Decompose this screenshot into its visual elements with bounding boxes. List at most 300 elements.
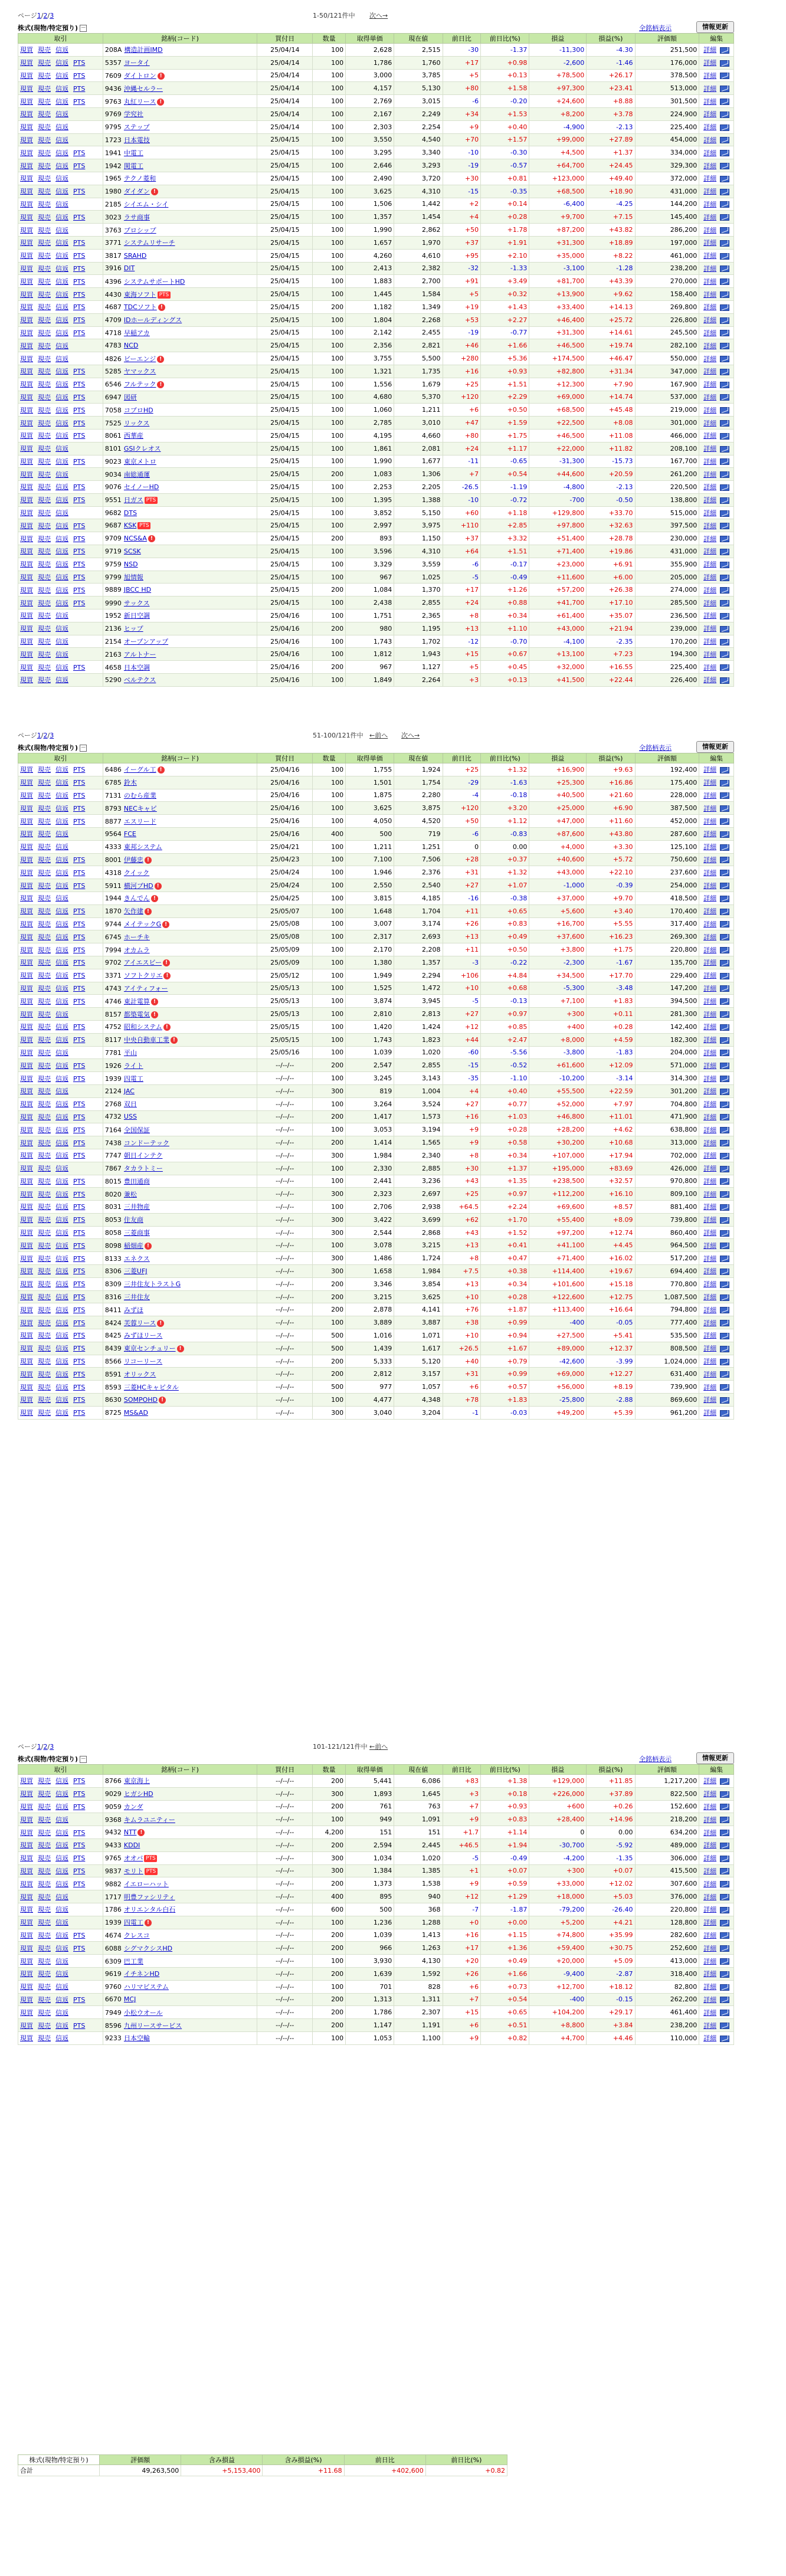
mail-alert-icon[interactable] xyxy=(720,1282,729,1288)
credit-link[interactable]: 信返 xyxy=(55,1023,68,1031)
mail-alert-icon[interactable] xyxy=(720,99,729,105)
detail-link[interactable]: 詳細 xyxy=(703,1319,717,1327)
pts-link[interactable]: PTS xyxy=(73,586,86,594)
mail-alert-icon[interactable] xyxy=(720,1997,729,2003)
stock-name-link[interactable]: オリックス xyxy=(123,1370,156,1378)
mail-alert-icon[interactable] xyxy=(720,510,729,517)
buy-link[interactable]: 現買 xyxy=(20,393,33,401)
sell-link[interactable]: 現売 xyxy=(38,894,51,903)
buy-link[interactable]: 現買 xyxy=(20,946,33,954)
update-button[interactable]: 情報更新 xyxy=(696,1752,734,1764)
detail-link[interactable]: 詳細 xyxy=(703,804,717,812)
detail-link[interactable]: 詳細 xyxy=(703,1139,717,1147)
mail-alert-icon[interactable] xyxy=(720,253,729,260)
credit-link[interactable]: 信返 xyxy=(55,213,68,221)
detail-link[interactable]: 詳細 xyxy=(703,561,717,569)
detail-link[interactable]: 詳細 xyxy=(703,791,717,799)
sell-link[interactable]: 現売 xyxy=(38,1332,51,1340)
pts-link[interactable]: PTS xyxy=(73,329,86,337)
buy-link[interactable]: 現買 xyxy=(20,1165,33,1173)
credit-link[interactable]: 信返 xyxy=(55,483,68,491)
pts-link[interactable]: PTS xyxy=(73,573,86,582)
sell-link[interactable]: 現売 xyxy=(38,804,51,812)
stock-name-link[interactable]: 構造計画IMD xyxy=(124,46,163,54)
sell-link[interactable]: 現売 xyxy=(38,561,51,569)
stock-name-link[interactable]: クイック xyxy=(123,869,150,877)
buy-link[interactable]: 現買 xyxy=(20,342,33,350)
pts-link[interactable]: PTS xyxy=(73,239,86,247)
mail-alert-icon[interactable] xyxy=(720,47,729,54)
credit-link[interactable]: 信返 xyxy=(55,1995,68,2004)
pts-link[interactable]: PTS xyxy=(73,1995,86,2004)
credit-link[interactable]: 信返 xyxy=(55,1280,68,1289)
buy-link[interactable]: 現買 xyxy=(20,843,33,851)
mail-alert-icon[interactable] xyxy=(720,330,729,336)
sell-link[interactable]: 現売 xyxy=(38,226,51,234)
mail-alert-icon[interactable] xyxy=(720,921,729,928)
buy-link[interactable]: 現買 xyxy=(20,97,33,106)
stock-name-link[interactable]: エネクス xyxy=(123,1254,150,1263)
sell-link[interactable]: 現売 xyxy=(38,907,51,916)
stock-name-link[interactable]: ソフトクリエ xyxy=(123,972,163,980)
mail-alert-icon[interactable] xyxy=(720,1778,729,1785)
collapse-toggle[interactable]: － xyxy=(80,25,86,31)
credit-link[interactable]: 信返 xyxy=(55,1957,68,1965)
credit-link[interactable]: 信返 xyxy=(55,59,68,67)
sell-link[interactable]: 現売 xyxy=(38,638,51,646)
detail-link[interactable]: 詳細 xyxy=(703,1345,717,1353)
mail-alert-icon[interactable] xyxy=(720,600,729,607)
stock-name-link[interactable]: SOMPOHD xyxy=(123,1395,158,1404)
sell-link[interactable]: 現売 xyxy=(38,535,51,543)
buy-link[interactable]: 現買 xyxy=(20,1229,33,1237)
detail-link[interactable]: 詳細 xyxy=(703,984,717,992)
credit-link[interactable]: 信返 xyxy=(55,1854,68,1863)
mail-alert-icon[interactable] xyxy=(720,1217,729,1224)
mail-alert-icon[interactable] xyxy=(720,1817,729,1823)
credit-link[interactable]: 信返 xyxy=(55,1190,68,1198)
mail-alert-icon[interactable] xyxy=(720,1114,729,1120)
stock-name-link[interactable]: タカラトミー xyxy=(123,1165,163,1173)
credit-link[interactable]: 信返 xyxy=(55,1100,68,1109)
mail-alert-icon[interactable] xyxy=(720,883,729,889)
stock-name-link[interactable]: GSIクレオス xyxy=(123,445,161,453)
detail-link[interactable]: 詳細 xyxy=(703,175,717,183)
buy-link[interactable]: 現買 xyxy=(20,290,33,299)
sell-link[interactable]: 現売 xyxy=(38,290,51,299)
pts-link[interactable]: PTS xyxy=(73,1383,86,1391)
credit-link[interactable]: 信返 xyxy=(55,252,68,260)
mail-alert-icon[interactable] xyxy=(720,369,729,375)
sell-link[interactable]: 現売 xyxy=(38,1345,51,1353)
sell-link[interactable]: 現売 xyxy=(38,881,51,890)
detail-link[interactable]: 詳細 xyxy=(703,1074,717,1083)
detail-link[interactable]: 詳細 xyxy=(703,2008,717,2017)
detail-link[interactable]: 詳細 xyxy=(703,638,717,646)
stock-name-link[interactable]: 三井住友トラストG xyxy=(123,1280,181,1289)
mail-alert-icon[interactable] xyxy=(720,266,729,272)
buy-link[interactable]: 現買 xyxy=(20,1893,33,1901)
buy-link[interactable]: 現買 xyxy=(20,175,33,183)
stock-name-link[interactable]: コプロHD xyxy=(123,406,153,414)
sell-link[interactable]: 現売 xyxy=(38,959,51,967)
stock-name-link[interactable]: KDDI xyxy=(123,1841,140,1849)
buy-link[interactable]: 現買 xyxy=(20,1036,33,1044)
stock-name-link[interactable]: DTS xyxy=(123,509,137,517)
page-link[interactable]: 1 xyxy=(37,732,41,739)
credit-link[interactable]: 信返 xyxy=(55,1867,68,1875)
mail-alert-icon[interactable] xyxy=(720,2010,729,2016)
stock-name-link[interactable]: 朝日インテク xyxy=(123,1152,163,1160)
pts-link[interactable]: PTS xyxy=(73,483,86,491)
pts-link[interactable]: PTS xyxy=(73,1293,86,1302)
mail-alert-icon[interactable] xyxy=(720,805,729,812)
pts-link[interactable]: PTS xyxy=(73,1396,86,1404)
sell-link[interactable]: 現売 xyxy=(38,1383,51,1391)
credit-link[interactable]: 信返 xyxy=(55,368,68,376)
stock-name-link[interactable]: プロシップ xyxy=(123,226,156,234)
pts-link[interactable]: PTS xyxy=(73,1126,86,1134)
sell-link[interactable]: 現売 xyxy=(38,869,51,877)
mail-alert-icon[interactable] xyxy=(720,1153,729,1159)
sell-link[interactable]: 現売 xyxy=(38,470,51,479)
credit-link[interactable]: 信返 xyxy=(55,316,68,325)
mail-alert-icon[interactable] xyxy=(720,1256,729,1262)
mail-alert-icon[interactable] xyxy=(720,1958,729,1965)
buy-link[interactable]: 現買 xyxy=(20,2034,33,2043)
sell-link[interactable]: 現売 xyxy=(38,1177,51,1185)
pts-link[interactable]: PTS xyxy=(73,59,86,67)
sell-link[interactable]: 現売 xyxy=(38,381,51,389)
detail-link[interactable]: 詳細 xyxy=(703,277,717,286)
pts-link[interactable]: PTS xyxy=(73,869,86,877)
stock-name-link[interactable]: 三井物産 xyxy=(123,1203,150,1211)
mail-alert-icon[interactable] xyxy=(720,356,729,362)
detail-link[interactable]: 詳細 xyxy=(703,342,717,350)
credit-link[interactable]: 信返 xyxy=(55,264,68,273)
update-button[interactable]: 情報更新 xyxy=(696,21,734,33)
buy-link[interactable]: 現買 xyxy=(20,522,33,530)
credit-link[interactable]: 信返 xyxy=(55,1919,68,1927)
credit-link[interactable]: 信返 xyxy=(55,997,68,1005)
sell-link[interactable]: 現売 xyxy=(38,329,51,337)
mail-alert-icon[interactable] xyxy=(720,1127,729,1133)
sell-link[interactable]: 現売 xyxy=(38,445,51,453)
stock-name-link[interactable]: ステップ xyxy=(123,123,150,132)
detail-link[interactable]: 詳細 xyxy=(703,188,717,196)
sell-link[interactable]: 現売 xyxy=(38,1854,51,1863)
pts-link[interactable]: PTS xyxy=(73,1139,86,1147)
detail-link[interactable]: 詳細 xyxy=(703,1854,717,1863)
credit-link[interactable]: 信返 xyxy=(55,1841,68,1850)
mail-alert-icon[interactable] xyxy=(720,587,729,594)
stock-name-link[interactable]: 東邦システム xyxy=(123,843,162,851)
pts-link[interactable]: PTS xyxy=(73,1370,86,1378)
pts-link[interactable]: PTS xyxy=(73,946,86,954)
buy-link[interactable]: 現買 xyxy=(20,406,33,414)
sell-link[interactable]: 現売 xyxy=(38,984,51,992)
sell-link[interactable]: 現売 xyxy=(38,1023,51,1031)
credit-link[interactable]: 信返 xyxy=(55,432,68,440)
stock-name-link[interactable]: ベルテクス xyxy=(123,676,156,684)
detail-link[interactable]: 詳細 xyxy=(703,894,717,903)
buy-link[interactable]: 現買 xyxy=(20,1023,33,1031)
pts-link[interactable]: PTS xyxy=(73,1867,86,1875)
detail-link[interactable]: 詳細 xyxy=(703,110,717,119)
pts-link[interactable]: PTS xyxy=(73,252,86,260)
mail-alert-icon[interactable] xyxy=(720,626,729,632)
detail-link[interactable]: 詳細 xyxy=(703,1229,717,1237)
stock-name-link[interactable]: 関電工 xyxy=(123,162,143,170)
sell-link[interactable]: 現売 xyxy=(38,663,51,671)
pts-link[interactable]: PTS xyxy=(73,381,86,389)
buy-link[interactable]: 現買 xyxy=(20,71,33,80)
pts-link[interactable]: PTS xyxy=(73,290,86,299)
detail-link[interactable]: 詳細 xyxy=(703,509,717,517)
mail-alert-icon[interactable] xyxy=(720,575,729,581)
detail-link[interactable]: 詳細 xyxy=(703,625,717,633)
pts-link[interactable]: PTS xyxy=(73,791,86,799)
mail-alert-icon[interactable] xyxy=(720,562,729,568)
buy-link[interactable]: 現買 xyxy=(20,984,33,992)
credit-link[interactable]: 信返 xyxy=(55,599,68,607)
sell-link[interactable]: 現売 xyxy=(38,1841,51,1850)
sell-link[interactable]: 現売 xyxy=(38,1802,51,1811)
stock-name-link[interactable]: みずほリース xyxy=(123,1332,163,1340)
buy-link[interactable]: 現買 xyxy=(20,1126,33,1134)
stock-name-link[interactable]: 日本空輸 xyxy=(123,2034,150,2043)
mail-alert-icon[interactable] xyxy=(720,536,729,542)
credit-link[interactable]: 信返 xyxy=(55,984,68,992)
detail-link[interactable]: 詳細 xyxy=(703,1790,717,1798)
detail-link[interactable]: 詳細 xyxy=(703,1802,717,1811)
next-link[interactable]: 次へ→ xyxy=(401,732,420,739)
mail-alert-icon[interactable] xyxy=(720,458,729,465)
mail-alert-icon[interactable] xyxy=(720,1920,729,1926)
credit-link[interactable]: 信返 xyxy=(55,625,68,633)
pts-link[interactable]: PTS xyxy=(73,264,86,273)
sell-link[interactable]: 現売 xyxy=(38,1931,51,1939)
mail-alert-icon[interactable] xyxy=(720,1320,729,1326)
pts-link[interactable]: PTS xyxy=(73,997,86,1005)
credit-link[interactable]: 信返 xyxy=(55,97,68,106)
sell-link[interactable]: 現売 xyxy=(38,1983,51,1991)
mail-alert-icon[interactable] xyxy=(720,1971,729,1978)
sell-link[interactable]: 現売 xyxy=(38,1944,51,1952)
stock-name-link[interactable]: NECキャピ xyxy=(123,804,157,812)
sell-link[interactable]: 現売 xyxy=(38,213,51,221)
credit-link[interactable]: 信返 xyxy=(55,663,68,671)
credit-link[interactable]: 信返 xyxy=(55,573,68,582)
credit-link[interactable]: 信返 xyxy=(55,200,68,208)
stock-name-link[interactable]: 矢作建 xyxy=(123,907,143,916)
pts-link[interactable]: PTS xyxy=(73,393,86,401)
buy-link[interactable]: 現買 xyxy=(20,1332,33,1340)
buy-link[interactable]: 現買 xyxy=(20,535,33,543)
buy-link[interactable]: 現買 xyxy=(20,548,33,556)
detail-link[interactable]: 詳細 xyxy=(703,1396,717,1404)
pts-link[interactable]: PTS xyxy=(73,959,86,967)
detail-link[interactable]: 詳細 xyxy=(703,457,717,466)
pts-link[interactable]: PTS xyxy=(73,522,86,530)
detail-link[interactable]: 詳細 xyxy=(703,1087,717,1096)
sell-link[interactable]: 現売 xyxy=(38,997,51,1005)
mail-alert-icon[interactable] xyxy=(720,664,729,671)
pts-link[interactable]: PTS xyxy=(73,817,86,825)
sell-link[interactable]: 現売 xyxy=(38,1828,51,1837)
buy-link[interactable]: 現買 xyxy=(20,316,33,325)
detail-link[interactable]: 詳細 xyxy=(703,355,717,363)
credit-link[interactable]: 信返 xyxy=(55,1383,68,1391)
update-button[interactable]: 情報更新 xyxy=(696,741,734,753)
detail-link[interactable]: 詳細 xyxy=(703,1113,717,1121)
sell-link[interactable]: 現売 xyxy=(38,303,51,312)
sell-link[interactable]: 現売 xyxy=(38,393,51,401)
buy-link[interactable]: 現買 xyxy=(20,1306,33,1314)
stock-name-link[interactable]: 明豊ファシリティ xyxy=(123,1893,175,1901)
credit-link[interactable]: 信返 xyxy=(55,46,68,54)
mail-alert-icon[interactable] xyxy=(720,497,729,504)
detail-link[interactable]: 詳細 xyxy=(703,817,717,825)
mail-alert-icon[interactable] xyxy=(720,1804,729,1810)
credit-link[interactable]: 信返 xyxy=(55,1828,68,1837)
detail-link[interactable]: 詳細 xyxy=(703,1293,717,1302)
detail-link[interactable]: 詳細 xyxy=(703,1216,717,1224)
sell-link[interactable]: 現売 xyxy=(38,522,51,530)
detail-link[interactable]: 詳細 xyxy=(703,1010,717,1018)
sell-link[interactable]: 現売 xyxy=(38,1229,51,1237)
pts-link[interactable]: PTS xyxy=(73,1203,86,1211)
credit-link[interactable]: 信返 xyxy=(55,1203,68,1211)
sell-link[interactable]: 現売 xyxy=(38,1867,51,1875)
detail-link[interactable]: 詳細 xyxy=(703,1841,717,1850)
mail-alert-icon[interactable] xyxy=(720,973,729,979)
stock-name-link[interactable]: NCD xyxy=(123,342,139,350)
buy-link[interactable]: 現買 xyxy=(20,329,33,337)
credit-link[interactable]: 信返 xyxy=(55,136,68,144)
pts-link[interactable]: PTS xyxy=(73,1267,86,1276)
detail-link[interactable]: 詳細 xyxy=(703,1383,717,1391)
mail-alert-icon[interactable] xyxy=(720,1932,729,1939)
pts-link[interactable]: PTS xyxy=(73,406,86,414)
credit-link[interactable]: 信返 xyxy=(55,1216,68,1224)
detail-link[interactable]: 詳細 xyxy=(703,1893,717,1901)
detail-link[interactable]: 詳細 xyxy=(703,1906,717,1914)
credit-link[interactable]: 信返 xyxy=(55,1306,68,1314)
sell-link[interactable]: 現売 xyxy=(38,817,51,825)
mail-alert-icon[interactable] xyxy=(720,227,729,234)
credit-link[interactable]: 信返 xyxy=(55,226,68,234)
credit-link[interactable]: 信返 xyxy=(55,779,68,787)
stock-name-link[interactable]: 平山 xyxy=(123,1048,137,1057)
detail-link[interactable]: 詳細 xyxy=(703,1048,717,1057)
detail-link[interactable]: 詳細 xyxy=(703,1944,717,1952)
pts-link[interactable]: PTS xyxy=(73,1944,86,1952)
mail-alert-icon[interactable] xyxy=(720,433,729,440)
sell-link[interactable]: 現売 xyxy=(38,1139,51,1147)
buy-link[interactable]: 現買 xyxy=(20,1841,33,1850)
credit-link[interactable]: 信返 xyxy=(55,110,68,119)
buy-link[interactable]: 現買 xyxy=(20,483,33,491)
detail-link[interactable]: 詳細 xyxy=(703,1370,717,1378)
detail-link[interactable]: 詳細 xyxy=(703,1332,717,1340)
credit-link[interactable]: 信返 xyxy=(55,1815,68,1824)
mail-alert-icon[interactable] xyxy=(720,201,729,208)
detail-link[interactable]: 詳細 xyxy=(703,162,717,170)
sell-link[interactable]: 現売 xyxy=(38,1048,51,1057)
stock-name-link[interactable]: ヤマックス xyxy=(123,368,156,376)
pts-link[interactable]: PTS xyxy=(73,1152,86,1160)
detail-link[interactable]: 詳細 xyxy=(703,252,717,260)
sell-link[interactable]: 現売 xyxy=(38,1036,51,1044)
stock-name-link[interactable]: アイエスビー xyxy=(123,959,162,967)
stock-name-link[interactable]: 図研 xyxy=(123,393,137,401)
pts-link[interactable]: PTS xyxy=(73,1074,86,1083)
sell-link[interactable]: 現売 xyxy=(38,1113,51,1121)
buy-link[interactable]: 現買 xyxy=(20,1854,33,1863)
buy-link[interactable]: 現買 xyxy=(20,381,33,389)
buy-link[interactable]: 現買 xyxy=(20,856,33,864)
sell-link[interactable]: 現売 xyxy=(38,432,51,440)
pts-link[interactable]: PTS xyxy=(73,920,86,928)
credit-link[interactable]: 信返 xyxy=(55,1010,68,1018)
page-link[interactable]: 3 xyxy=(50,732,54,739)
sell-link[interactable]: 現売 xyxy=(38,2034,51,2043)
sell-link[interactable]: 現売 xyxy=(38,625,51,633)
credit-link[interactable]: 信返 xyxy=(55,612,68,620)
mail-alert-icon[interactable] xyxy=(720,2036,729,2042)
mail-alert-icon[interactable] xyxy=(720,1945,729,1952)
sell-link[interactable]: 現売 xyxy=(38,1152,51,1160)
buy-link[interactable]: 現買 xyxy=(20,1828,33,1837)
sell-link[interactable]: 現売 xyxy=(38,149,51,157)
sell-link[interactable]: 現売 xyxy=(38,972,51,980)
credit-link[interactable]: 信返 xyxy=(55,856,68,864)
detail-link[interactable]: 詳細 xyxy=(703,316,717,325)
stock-name-link[interactable]: アイティフォー xyxy=(123,984,168,992)
stock-name-link[interactable]: コンドーテック xyxy=(123,1139,169,1147)
detail-link[interactable]: 詳細 xyxy=(703,2021,717,2030)
sell-link[interactable]: 現売 xyxy=(38,59,51,67)
stock-name-link[interactable]: 三菱UFJ xyxy=(123,1267,148,1276)
mail-alert-icon[interactable] xyxy=(720,150,729,156)
credit-link[interactable]: 信返 xyxy=(55,804,68,812)
mail-alert-icon[interactable] xyxy=(720,985,729,992)
pts-link[interactable]: PTS xyxy=(73,1802,86,1811)
detail-link[interactable]: 詳細 xyxy=(703,933,717,941)
mail-alert-icon[interactable] xyxy=(720,1102,729,1108)
next-link[interactable]: 次へ→ xyxy=(369,12,388,19)
detail-link[interactable]: 詳細 xyxy=(703,445,717,453)
stock-name-link[interactable]: 南総通運 xyxy=(123,470,150,479)
stock-name-link[interactable]: 東計電算 xyxy=(123,997,150,1005)
mail-alert-icon[interactable] xyxy=(720,1410,729,1417)
detail-link[interactable]: 詳細 xyxy=(703,779,717,787)
stock-name-link[interactable]: ダイダン xyxy=(123,188,150,196)
detail-link[interactable]: 詳細 xyxy=(703,1867,717,1875)
pts-link[interactable]: PTS xyxy=(73,766,86,774)
sell-link[interactable]: 現売 xyxy=(38,856,51,864)
credit-link[interactable]: 信返 xyxy=(55,1139,68,1147)
buy-link[interactable]: 現買 xyxy=(20,1815,33,1824)
detail-link[interactable]: 詳細 xyxy=(703,1919,717,1927)
sell-link[interactable]: 現売 xyxy=(38,46,51,54)
buy-link[interactable]: 現買 xyxy=(20,162,33,170)
detail-link[interactable]: 詳細 xyxy=(703,496,717,504)
sell-link[interactable]: 現売 xyxy=(38,1216,51,1224)
buy-link[interactable]: 現買 xyxy=(20,1802,33,1811)
credit-link[interactable]: 信返 xyxy=(55,1802,68,1811)
